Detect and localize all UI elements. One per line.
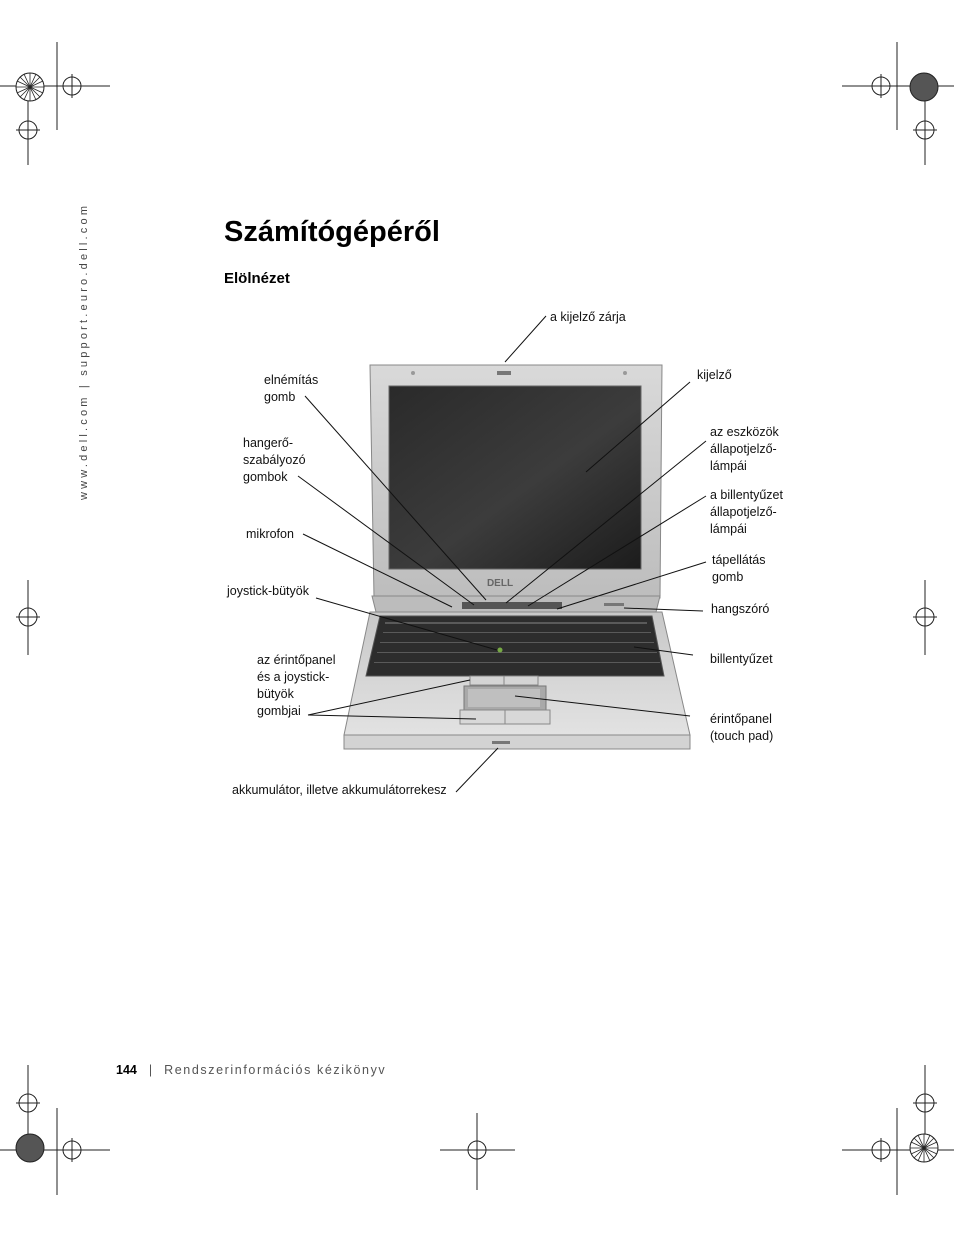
label-mute-button: elnémítás gomb [264, 373, 319, 404]
page-title: Számítógépéről [224, 216, 440, 248]
page-footer [116, 1063, 386, 1077]
page-number: 144 [116, 1063, 137, 1077]
book-title: Rendszerinformációs kézikönyv [164, 1063, 387, 1077]
label-keyboard-status-lights: a billentyűzet állapotjelző- lámpái [710, 488, 783, 536]
label-power-button: tápellátás gomb [712, 553, 766, 584]
label-joystick-caps: joystick-bütyök [227, 584, 309, 598]
label-display-latch: a kijelző zárja [550, 310, 626, 324]
laptop-logo: DELL [486, 578, 514, 589]
label-battery: akkumulátor, illetve akkumulátorrekesz [232, 783, 447, 797]
label-display: kijelző [697, 368, 732, 382]
label-keyboard: billentyűzet [710, 652, 773, 666]
section-heading: Elölnézet [224, 270, 290, 287]
footer-separator: | [148, 1063, 153, 1077]
label-device-status-lights: az eszközök állapotjelző- lámpái [710, 425, 779, 473]
label-touch-pad: érintőpanel (touch pad) [710, 712, 774, 743]
label-microphone: mikrofon [246, 527, 294, 541]
label-speaker: hangszóró [711, 602, 770, 616]
label-touchpad-buttons: az érintőpanel és a joystick- bütyök gombjai [257, 653, 336, 718]
label-volume-buttons: hangerő- szabályozó gombok [243, 436, 306, 484]
side-url: www.dell.com | support.euro.dell.com [78, 202, 90, 500]
